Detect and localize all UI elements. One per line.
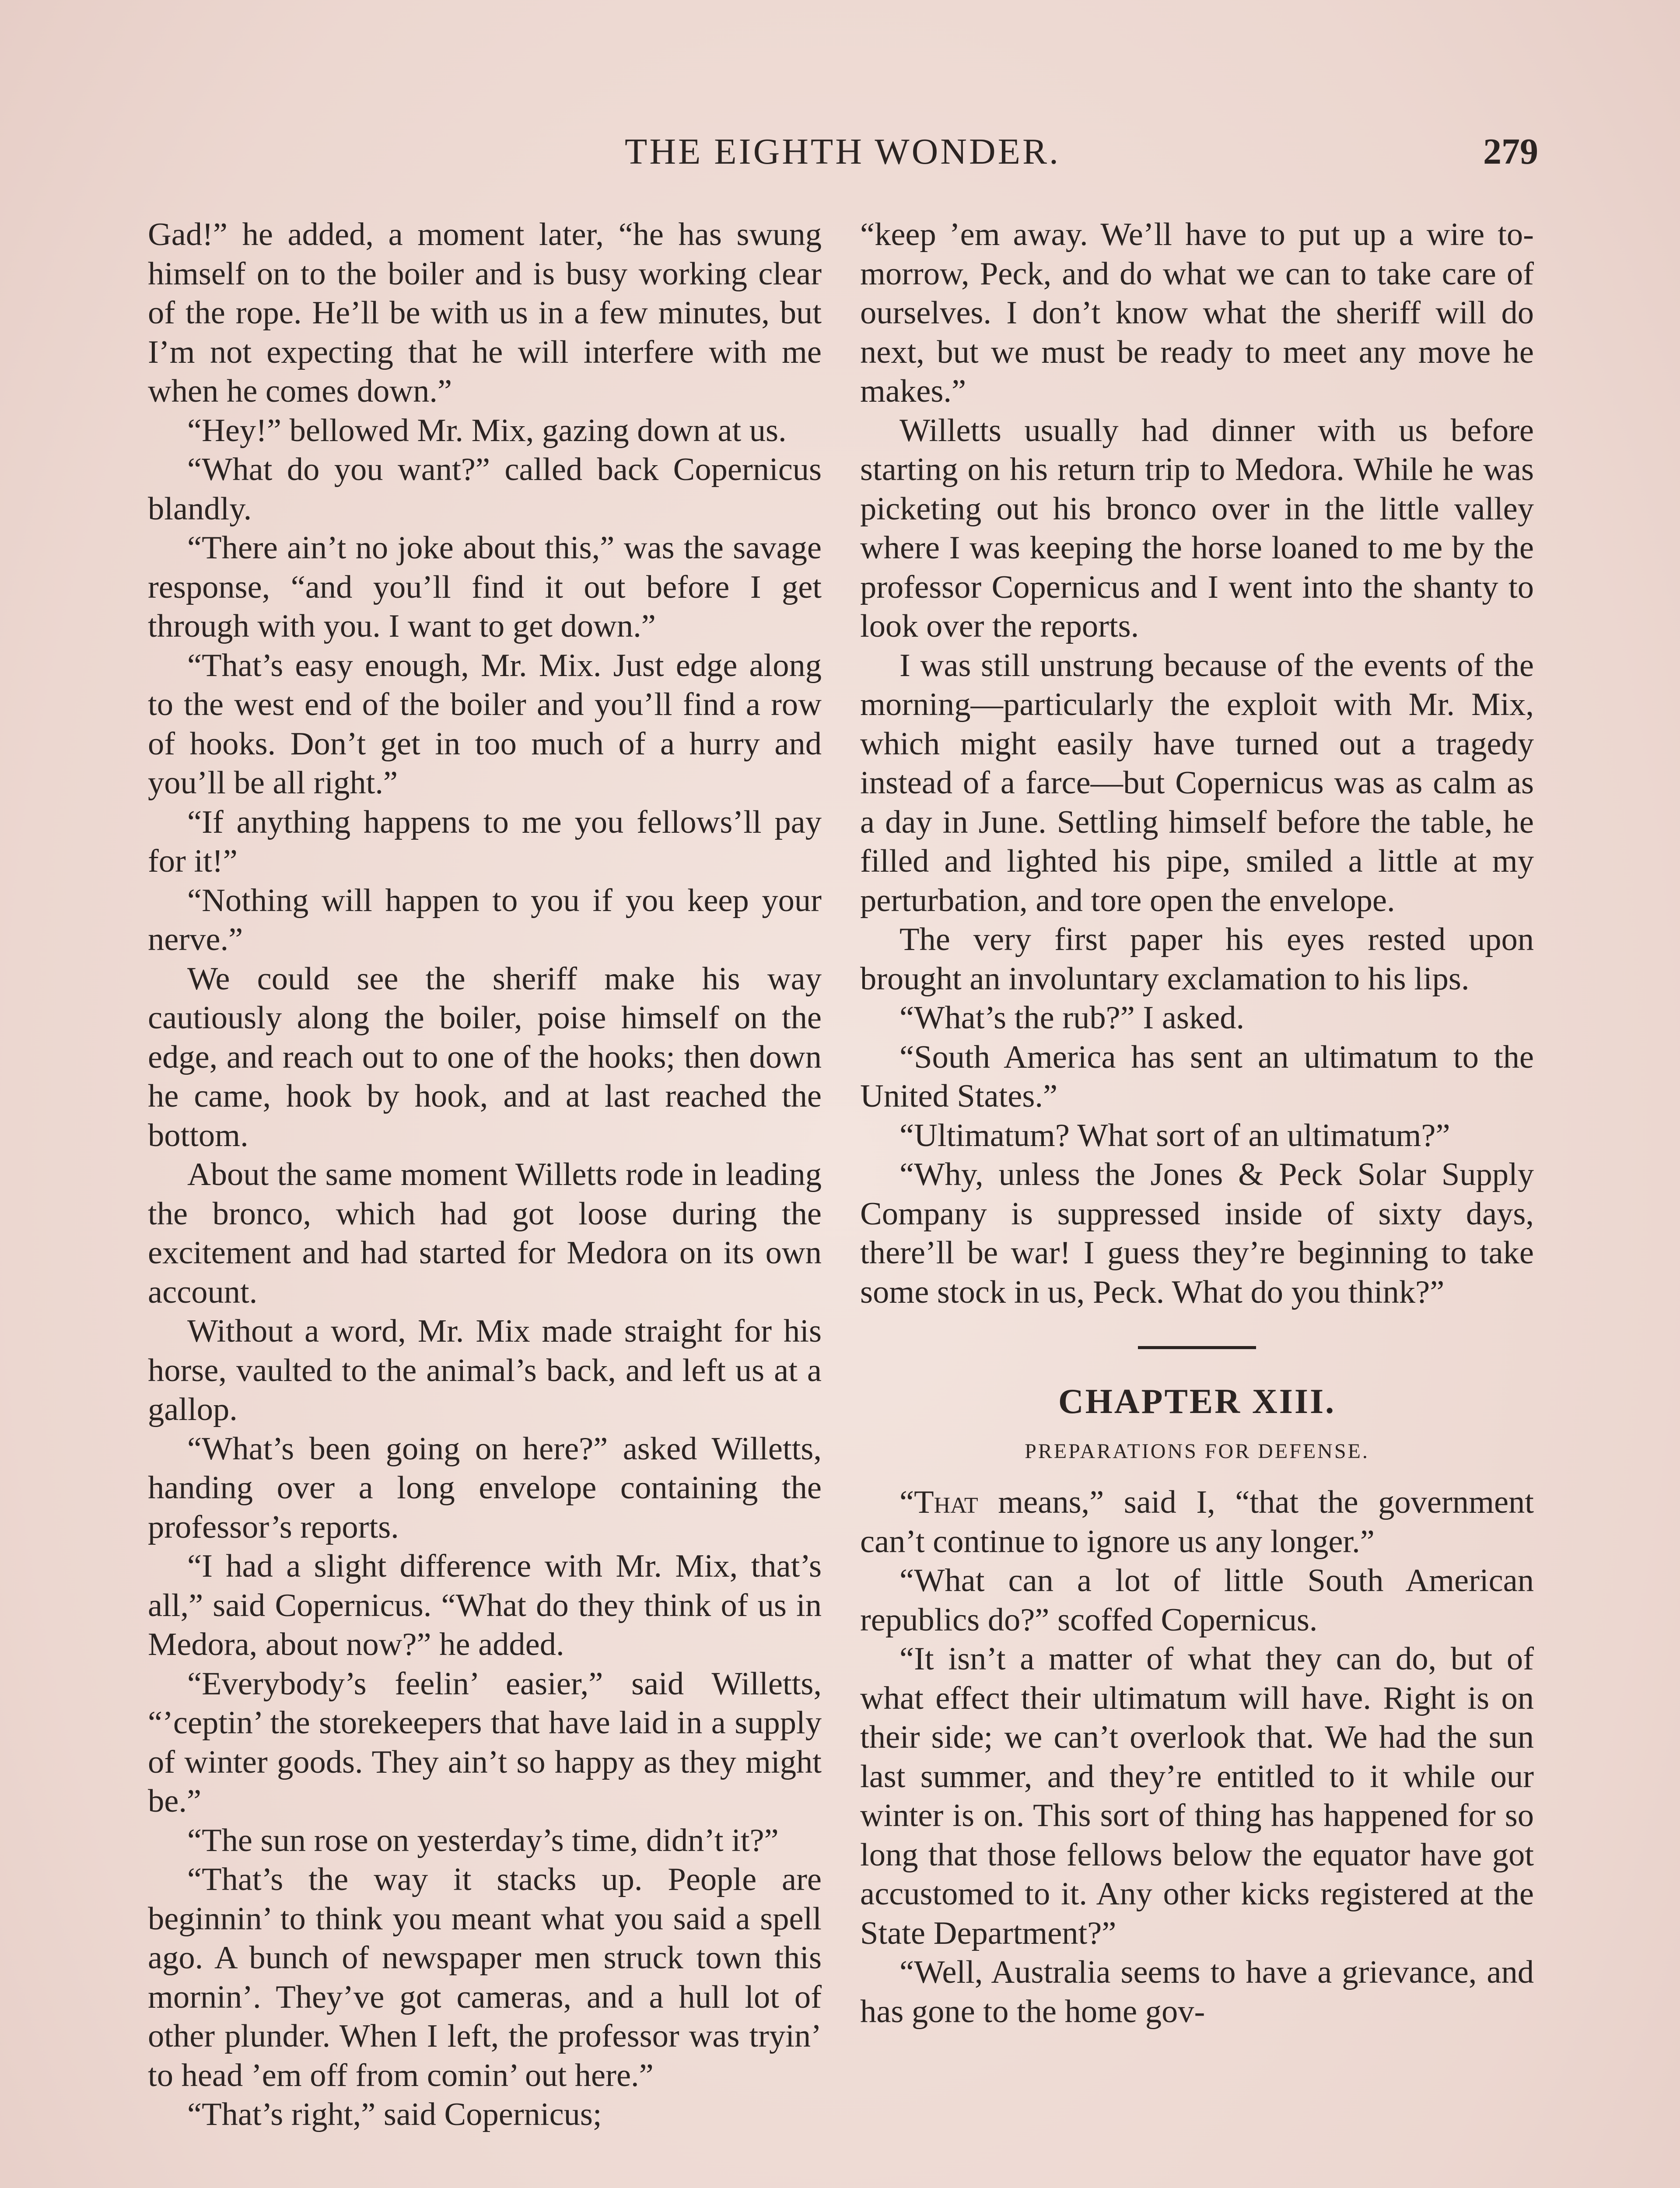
- paragraph: “South America has sent an ultimatum to the United States.”: [860, 1039, 1534, 1114]
- paragraph: “Ultimatum? What sort of an ultimatum?”: [900, 1117, 1450, 1154]
- paragraph: “I had a slight difference with Mr. Mix, that’s all,” said Copernicus. “What do they think of us in Medora, about now?” he added.: [148, 1548, 822, 1662]
- paragraph: “That’s the way it stacks up. People are beginnin’ to think you meant what you said a spell ago. A bunch of newspaper men struck town this mornin’. They’ve got cameras, and a hull lot of other plunder. When I left, the professor was tryin’ to head ’em off from comin’ out here.”: [148, 1862, 822, 2093]
- opening-text: means,” said I, “that the government can’t continue to ignore us any longer.”: [860, 1484, 1534, 1560]
- paragraph: The very first paper his eyes rested upon brought an involuntary exclamation to his lips.: [860, 922, 1534, 997]
- paragraph: Gad!” he added, a moment later, “he has swung himself on to the boiler and is busy working clear of the rope. He’ll be with us in a few minutes, but I’m not expecting that he will interfere with me when he comes down.”: [148, 217, 822, 409]
- paragraph: “There ain’t no joke about this,” was the savage response, “and you’ll find it out before I get through with you. I want to get down.”: [148, 530, 822, 644]
- paragraph: “That’s right,” said Copernicus;: [187, 2097, 602, 2132]
- paragraph: “That’s easy enough, Mr. Mix. Just edge along to the west end of the boiler and you’ll find a row of hooks. Don’t get in too much of a hurry and you’ll be all right.”: [148, 647, 822, 801]
- left-column: [148, 215, 822, 2135]
- paragraph: About the same moment Willetts rode in leading the bronco, which had got loose during the excitement and had started for Medora on its own account.: [148, 1157, 822, 1310]
- paragraph: “Hey!” bellowed Mr. Mix, gazing down at us.: [187, 412, 787, 449]
- running-title: THE EIGHTH WONDER.: [625, 131, 1060, 172]
- paragraph: “It isn’t a matter of what they can do, but of what effect their ultimatum will have. Right is on their side; we can’t overlook that. We had the sun last summer, and they’re entitled to it while our winter is on. This sort of thing has happened for so long that those fellows below the equator have got accustomed to it. Any other kicks registered at the State Department?”: [860, 1641, 1534, 1951]
- paragraph: “keep ’em away. We’ll have to put up a wire to-morrow, Peck, and do what we can to take care of ourselves. I don’t know what the sheriff will do next, but we must be ready to meet any move he makes.”: [860, 217, 1534, 409]
- paragraph: “What’s the rub?” I asked.: [900, 1000, 1245, 1036]
- paragraph: I was still unstrung because of the events of the morning—particularly the exploit with Mr. Mix, which might easily have turned out a tragedy instead of a farce—but Copernicus was as calm as a day in June. Settling himself before the table, he filled and lighted his pipe, smiled a little at my perturbation, and tore open the envelope.: [860, 647, 1534, 919]
- chapter-subtitle: PREPARATIONS FOR DEFENSE.: [1025, 1440, 1369, 1463]
- chapter-opening-paragraph: [860, 1483, 1534, 1561]
- opening-word: That: [914, 1484, 978, 1520]
- paragraph: “Everybody’s feelin’ easier,” said Willetts, “’ceptin’ the storekeepers that have laid in a supply of winter goods. They ain’t so happy as they might be.”: [148, 1666, 822, 1819]
- section-divider: [1138, 1346, 1256, 1349]
- page-header: [147, 130, 1538, 179]
- right-column: [860, 215, 1534, 2031]
- paragraph: “What can a lot of little South American republics do?” scoffed Copernicus.: [860, 1563, 1534, 1638]
- page-number: 279: [1483, 131, 1538, 172]
- paragraph: Without a word, Mr. Mix made straight for his horse, vaulted to the animal’s back, and left us at a gallop.: [148, 1313, 822, 1427]
- paragraph: “Nothing will happen to you if you keep your nerve.”: [148, 882, 822, 957]
- paragraph: “What do you want?” called back Copernicus blandly.: [148, 452, 822, 527]
- paragraph: “Why, unless the Jones & Peck Solar Supply Company is suppressed inside of sixty days, there’ll be war! I guess they’re beginning to take some stock in us, Peck. What do you think?”: [860, 1157, 1534, 1310]
- paragraph: “The sun rose on yesterday’s time, didn’t it?”: [187, 1822, 779, 1858]
- chapter-title: CHAPTER XIII.: [1058, 1382, 1336, 1421]
- paragraph: Willetts usually had dinner with us before starting on his return trip to Medora. While he was picketing out his bronco over in the little valley where I was keeping the horse loaned to me by the professor Copernicus and I went into the shanty to look over the reports.: [860, 412, 1534, 644]
- paragraph: “What’s been going on here?” asked Willetts, handing over a long envelope containing the professor’s reports.: [148, 1431, 822, 1545]
- paragraph: “Well, Australia seems to have a grievance, and has gone to the home gov-: [860, 1954, 1534, 2030]
- paragraph: We could see the sheriff make his way cautiously along the boiler, poise himself on the edge, and reach out to one of the hooks; then down he came, hook by hook, and at last reached the bottom.: [148, 961, 822, 1154]
- paragraph: “If anything happens to me you fellows’ll pay for it!”: [148, 804, 822, 879]
- opening-quote: “: [900, 1484, 914, 1520]
